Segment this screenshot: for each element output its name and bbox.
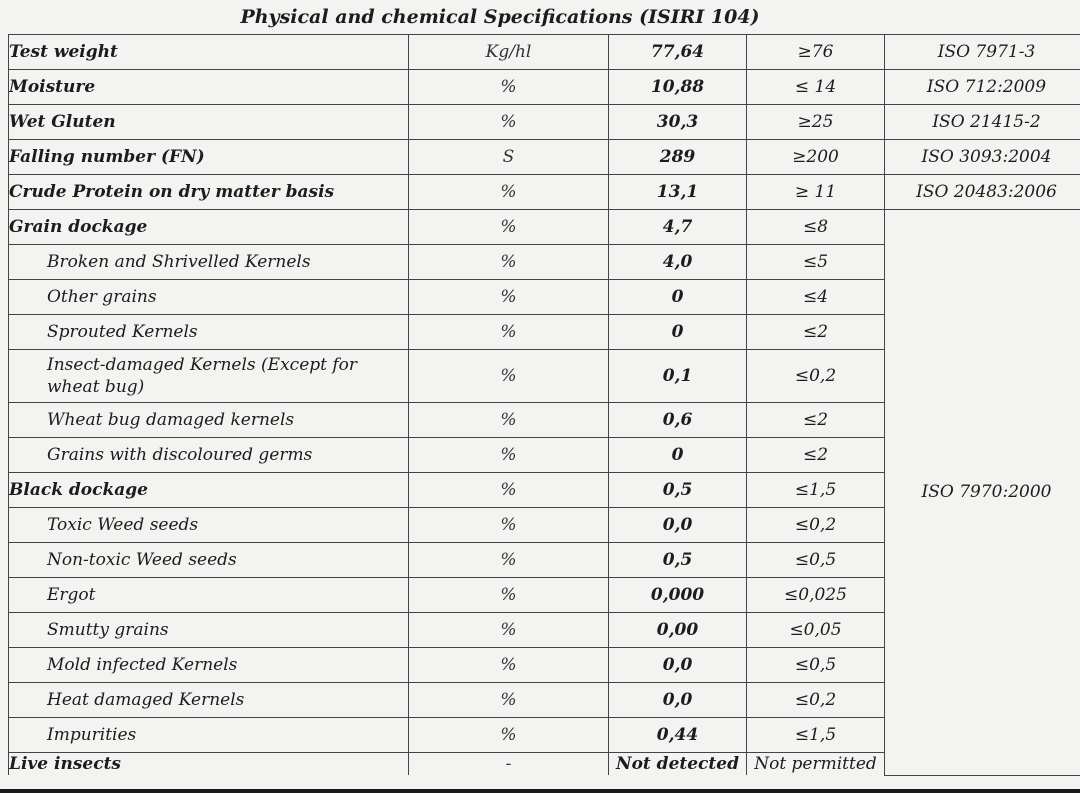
result-cell: 0,6 [609,403,747,438]
unit-cell: % [409,210,609,245]
unit-cell: - [409,753,609,776]
method-cell: ISO 712:2009 [885,70,1080,105]
unit-cell: % [409,683,609,718]
limit-cell: ≥76 [747,35,885,70]
unit-cell: Kg/hl [409,35,609,70]
param-cell: Test weight [9,35,409,70]
result-cell: 0,5 [609,473,747,508]
param-cell: Ergot [9,578,409,613]
limit-cell: ≤1,5 [747,473,885,508]
specifications-table [8,34,1080,776]
method-cell: ISO 3093:2004 [885,140,1080,175]
limit-cell: ≤0,5 [747,648,885,683]
method-cell: ISO 20483:2006 [885,175,1080,210]
result-cell: 0,000 [609,578,747,613]
param-cell: Black dockage [9,473,409,508]
param-cell: Insect-damaged Kernels (Except for wheat bug) [9,350,409,403]
limit-cell: ≤0,05 [747,613,885,648]
limit-cell: ≤0,2 [747,683,885,718]
unit-cell: % [409,70,609,105]
unit-cell: % [409,350,609,403]
param-cell: Falling number (FN) [9,140,409,175]
result-cell: 30,3 [609,105,747,140]
param-cell: Crude Protein on dry matter basis [9,175,409,210]
result-cell: 0,0 [609,508,747,543]
result-cell: 0,44 [609,718,747,753]
limit-cell: ≤0,2 [747,508,885,543]
param-cell: Grain dockage [9,210,409,245]
table-row [9,140,1080,175]
param-cell: Smutty grains [9,613,409,648]
limit-cell: ≤0,2 [747,350,885,403]
table-title [0,0,1080,34]
method-cell: ISO 7971-3 [885,35,1080,70]
method-cell: ISO 21415-2 [885,105,1080,140]
unit-cell: % [409,543,609,578]
result-cell: 0,1 [609,350,747,403]
unit-cell: % [409,315,609,350]
param-cell: Live insects [9,753,409,776]
unit-cell: % [409,280,609,315]
param-cell: Wet Gluten [9,105,409,140]
param-cell: Moisture [9,70,409,105]
limit-cell: ≥ 11 [747,175,885,210]
result-cell: 13,1 [609,175,747,210]
table-title-text: Physical and chemical Specifications (ISIRI 104) [240,6,760,28]
param-cell: Wheat bug damaged kernels [9,403,409,438]
param-cell: Broken and Shrivelled Kernels [9,245,409,280]
param-cell: Non-toxic Weed seeds [9,543,409,578]
unit-cell: % [409,718,609,753]
unit-cell: % [409,105,609,140]
result-cell: 0,5 [609,543,747,578]
unit-cell: % [409,578,609,613]
unit-cell: % [409,175,609,210]
merged-method-cell: ISO 7970:2000 [885,210,1080,776]
result-cell: 4,0 [609,245,747,280]
param-cell: Mold infected Kernels [9,648,409,683]
result-cell: 0 [609,315,747,350]
unit-cell: % [409,473,609,508]
param-cell: Other grains [9,280,409,315]
limit-cell: ≥200 [747,140,885,175]
limit-cell: ≤ 14 [747,70,885,105]
limit-cell: ≤1,5 [747,718,885,753]
table-row [9,35,1080,70]
result-cell: 0,0 [609,648,747,683]
unit-cell: % [409,403,609,438]
table-row [9,210,1080,245]
unit-cell: % [409,245,609,280]
param-cell: Grains with discoloured germs [9,438,409,473]
param-cell: Toxic Weed seeds [9,508,409,543]
result-cell: 4,7 [609,210,747,245]
limit-cell: ≥25 [747,105,885,140]
result-cell: 0,00 [609,613,747,648]
unit-cell: % [409,508,609,543]
param-cell: Heat damaged Kernels [9,683,409,718]
unit-cell: % [409,648,609,683]
result-cell: 10,88 [609,70,747,105]
param-cell: Sprouted Kernels [9,315,409,350]
unit-cell: % [409,438,609,473]
result-cell: 289 [609,140,747,175]
table-row [9,70,1080,105]
result-cell: 0 [609,280,747,315]
result-cell: 77,64 [609,35,747,70]
limit-cell: ≤5 [747,245,885,280]
param-cell: Impurities [9,718,409,753]
table-row [9,105,1080,140]
limit-cell: ≤2 [747,438,885,473]
limit-cell: ≤2 [747,315,885,350]
result-cell: 0,0 [609,683,747,718]
unit-cell: S [409,140,609,175]
unit-cell: % [409,613,609,648]
table-row [9,175,1080,210]
limit-cell: ≤8 [747,210,885,245]
limit-cell: ≤0,5 [747,543,885,578]
bottom-edge [0,789,1080,793]
limit-cell: ≤2 [747,403,885,438]
result-cell: 0 [609,438,747,473]
limit-cell: Not permitted [747,753,885,776]
limit-cell: ≤4 [747,280,885,315]
result-cell: Not detected [609,753,747,776]
limit-cell: ≤0,025 [747,578,885,613]
